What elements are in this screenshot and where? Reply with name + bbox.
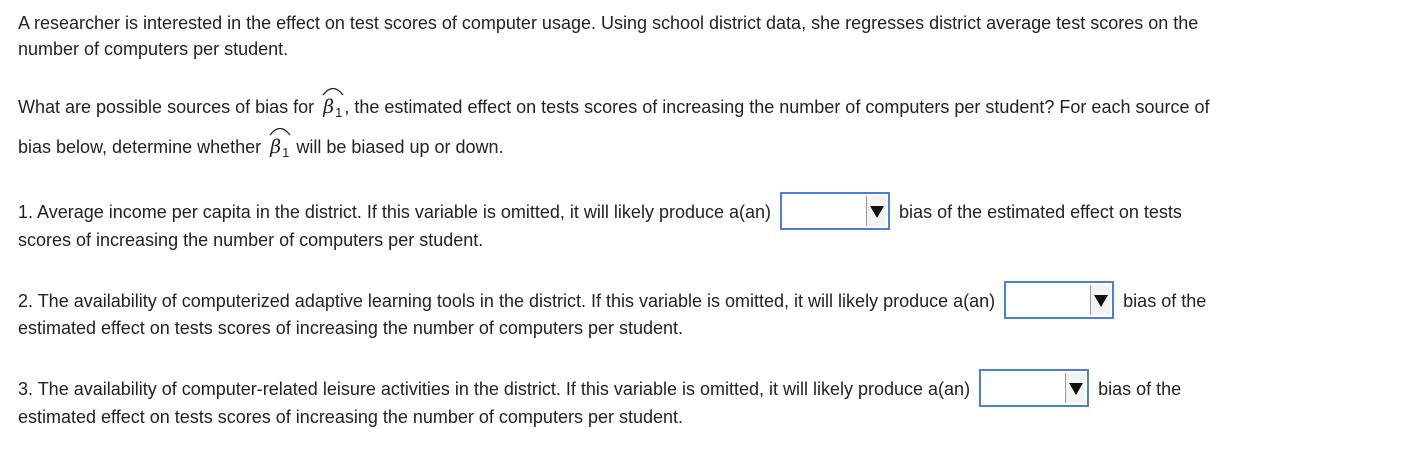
item-2-text-before: 2. The availability of computerized adaptive learning tools in the district. If this variable is omitted, it will likely produce a(an) bbox=[18, 290, 996, 311]
triangle-down-icon bbox=[1069, 383, 1083, 395]
intro-line-1: A researcher is interested in the effect on test scores of computer usage. Using school district data, she regresses district average test scores on the bbox=[18, 13, 1199, 33]
beta-letter: β bbox=[323, 96, 335, 118]
beta-hat-symbol bbox=[270, 132, 289, 164]
item-1-text-before: 1. Average income per capita in the district. If this variable is omitted, it will likely produce a(an) bbox=[18, 201, 772, 222]
question-line-2 bbox=[18, 132, 504, 164]
beta-subscript: 1 bbox=[282, 145, 290, 160]
dropdown-arrow-button[interactable] bbox=[1065, 373, 1085, 403]
item-2-text-after: bias of the bbox=[1123, 290, 1207, 311]
intro-line-2: number of computers per student. bbox=[18, 39, 289, 59]
beta-hat-symbol bbox=[323, 92, 342, 124]
question-text-part3: bias below, determine whether bbox=[18, 137, 262, 157]
item-2-bias-dropdown[interactable] bbox=[1004, 281, 1114, 319]
item-2-line-2: estimated effect on tests scores of increasing the number of computers per student. bbox=[18, 318, 684, 338]
item-3-text-after: bias of the bbox=[1098, 378, 1182, 399]
item-3-line-1 bbox=[18, 371, 1181, 409]
question-text-part2: , the estimated effect on tests scores of increasing the number of computers per student? For each source of bbox=[344, 97, 1210, 117]
item-1-line-1 bbox=[18, 194, 1182, 232]
item-3-bias-dropdown[interactable] bbox=[979, 369, 1089, 407]
question-text-part4: will be biased up or down. bbox=[296, 137, 504, 157]
triangle-down-icon bbox=[1094, 295, 1108, 307]
question-text-part1: What are possible sources of bias for bbox=[18, 97, 315, 117]
item-3-text-before: 3. The availability of computer-related leisure activities in the district. If this variable is omitted, it will likely produce a(an) bbox=[18, 378, 971, 399]
hat-accent-icon bbox=[322, 84, 344, 96]
beta-letter: β bbox=[270, 136, 282, 158]
beta-subscript: 1 bbox=[335, 105, 343, 120]
question-line-1 bbox=[18, 92, 1210, 124]
item-1-bias-dropdown[interactable] bbox=[780, 192, 890, 230]
triangle-down-icon bbox=[870, 206, 884, 218]
item-2-line-1 bbox=[18, 283, 1206, 321]
item-3-line-2: estimated effect on tests scores of increasing the number of computers per student. bbox=[18, 407, 684, 427]
item-1-text-after: bias of the estimated effect on tests bbox=[899, 201, 1182, 222]
hat-accent-icon bbox=[269, 124, 291, 136]
dropdown-arrow-button[interactable] bbox=[1090, 285, 1110, 315]
item-1-line-2: scores of increasing the number of computers per student. bbox=[18, 230, 484, 250]
dropdown-arrow-button[interactable] bbox=[866, 196, 886, 226]
